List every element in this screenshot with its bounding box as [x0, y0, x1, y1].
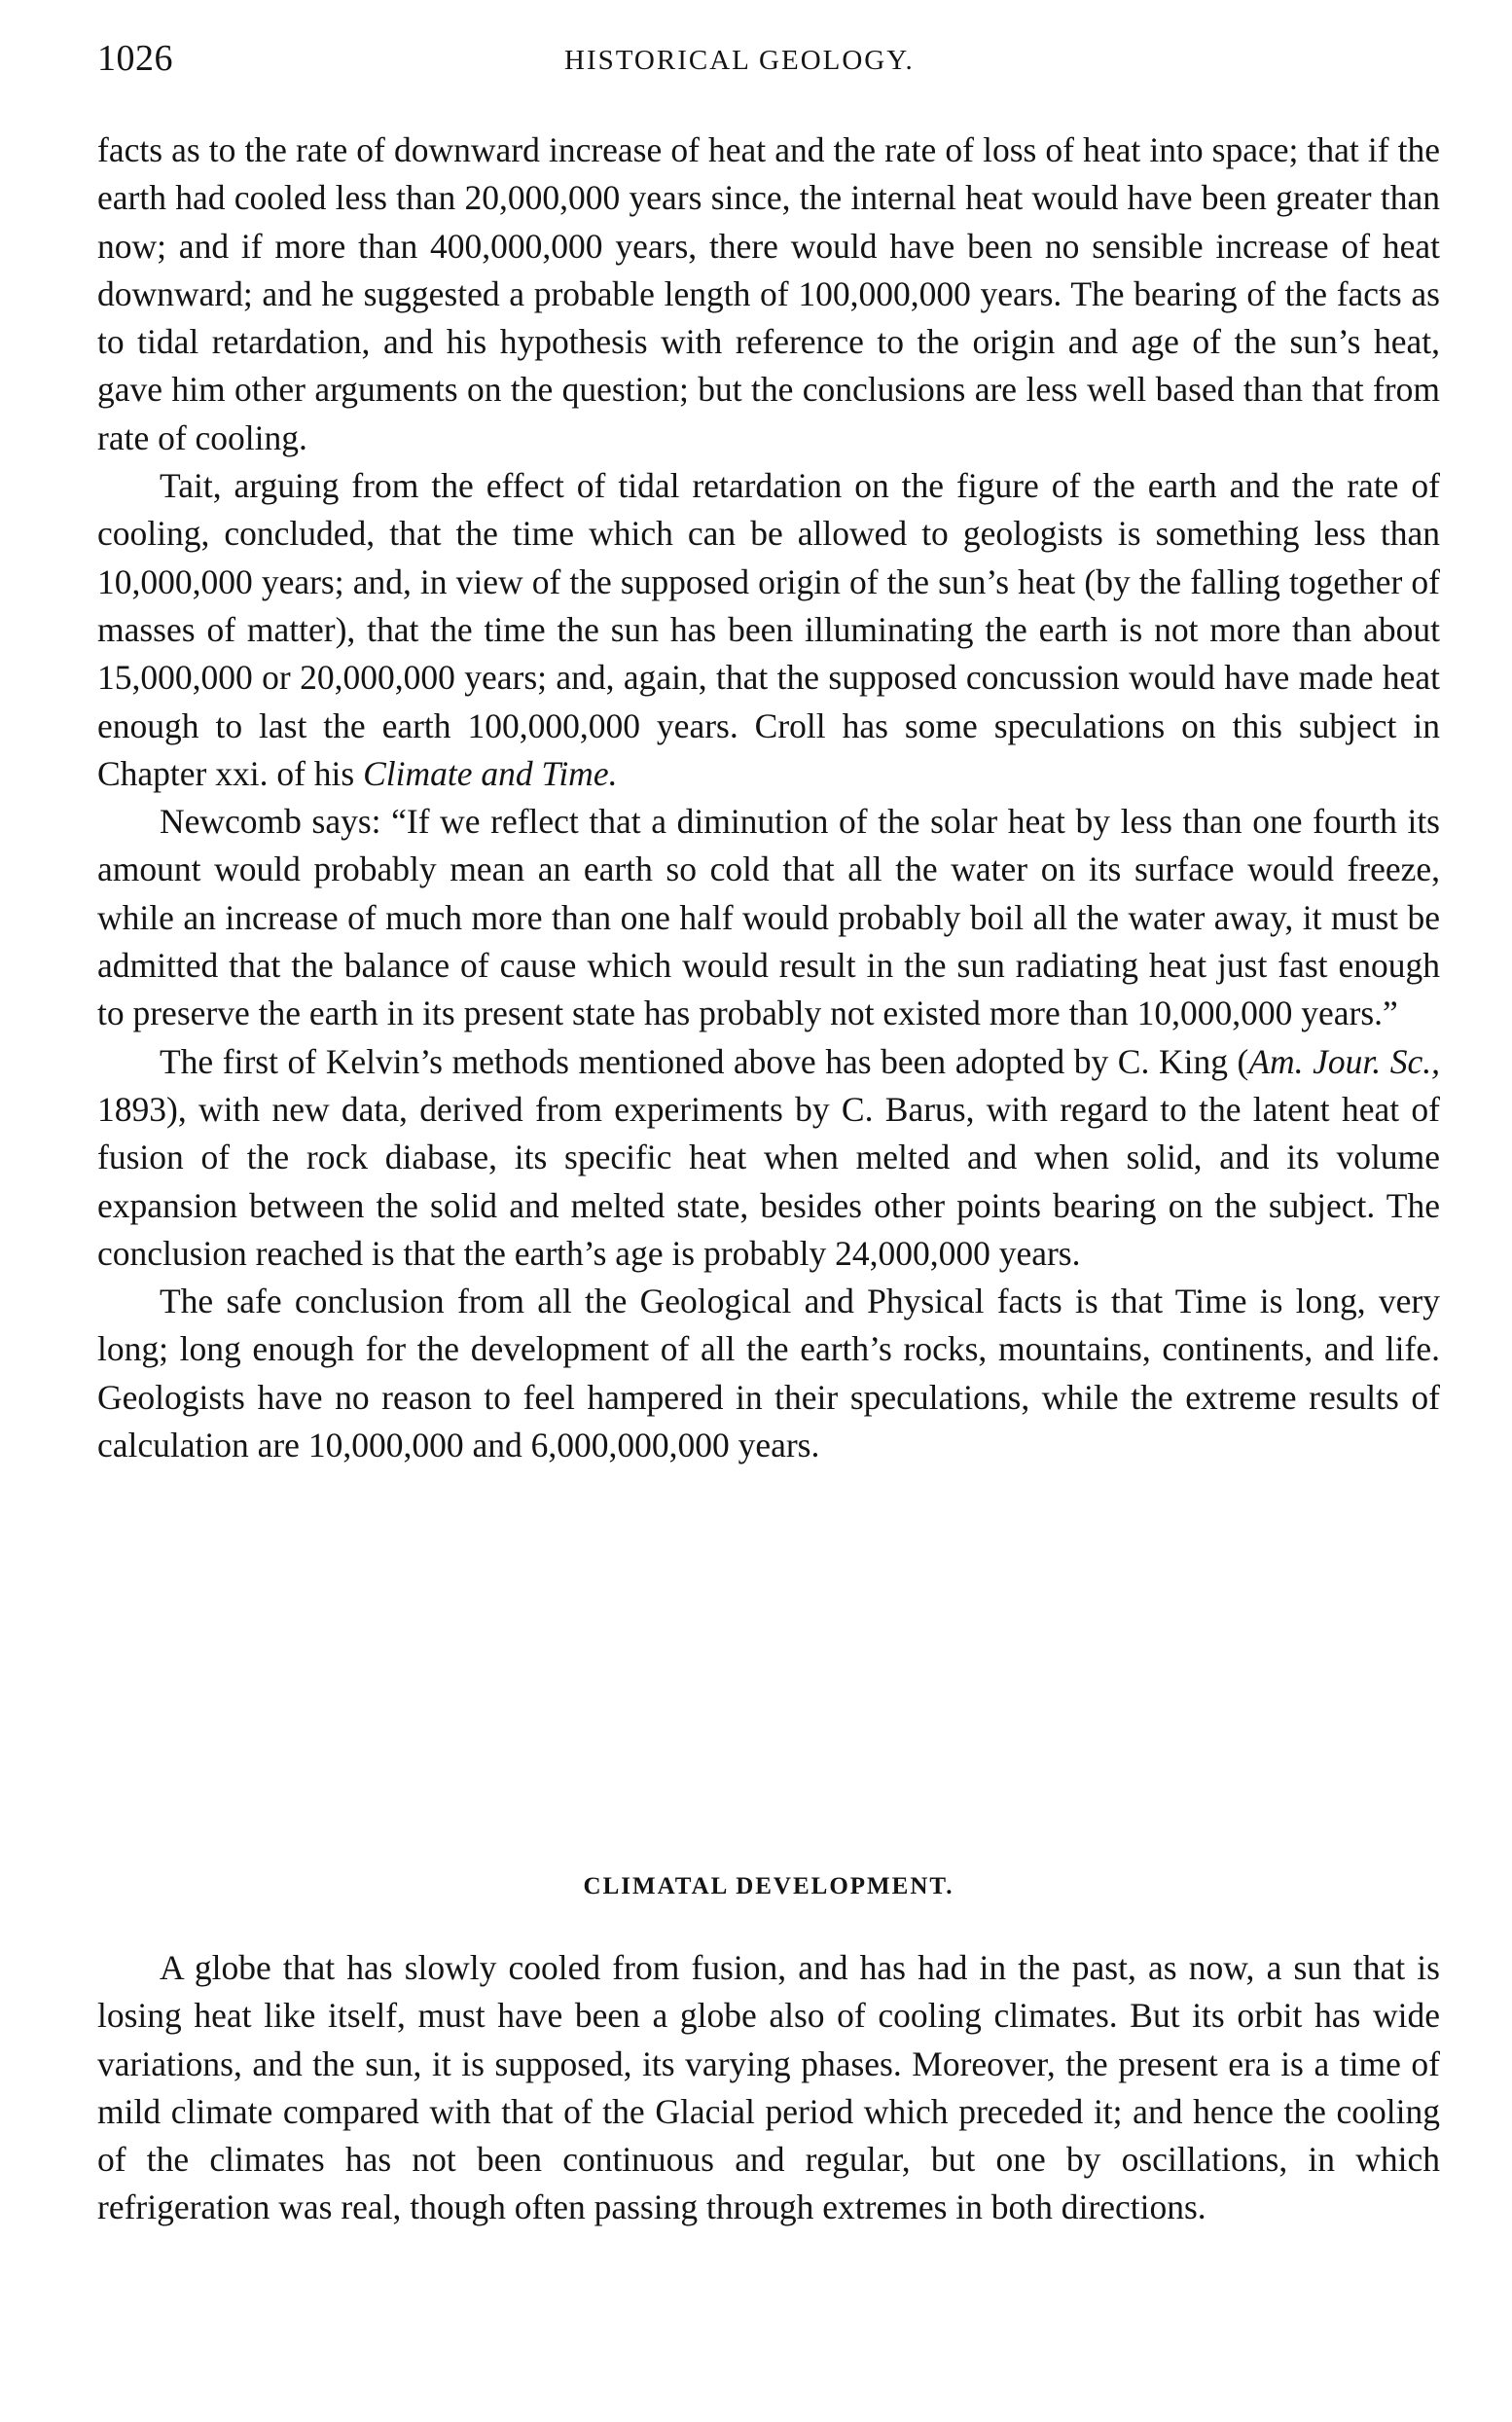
running-title: HISTORICAL GEOLOGY. — [564, 45, 915, 76]
section-text — [97, 1944, 1440, 2232]
paragraph-conclusion: The safe conclusion from all the Geological and Physical facts is that Time is long, very long; long enough for the development of all the earth’s rocks, mountains, continents, and life. Geologists have no reason to feel hampered in their speculations, while the extreme results of calculation are 10,000,000 and 6,000,000,000 years. — [97, 1282, 1440, 1465]
paragraph-tait — [97, 462, 1440, 798]
journal-citation-italic: Am. Jour. Sc., — [1248, 1041, 1440, 1081]
main-text — [97, 127, 1440, 1469]
paragraph-newcomb: Newcomb says: “If we reflect that a diminution of the solar heat by less than one fourth its amount would probably mean an earth so cold that all the water on its surface would freeze, while an increase of much more than one half would probably boil all the water away, it must be admitted that the balance of cause which would result in the sun radiating heat just fast enough to preserve the earth in its present state has probably not existed more than 10,000,000 years.” — [97, 802, 1440, 1033]
paragraph-kelvin-king — [97, 1038, 1440, 1278]
paragraph-kelvin-text: The first of Kelvin’s methods mentioned above has been adopted by C. King ( — [160, 1041, 1249, 1081]
section-heading: CLIMATAL DEVELOPMENT. — [583, 1873, 954, 1899]
running-head — [97, 37, 1440, 86]
paragraph-kelvin-tail: 1893), with new data, derived from experiments by C. Barus, with regard to the latent heat of fusion of the rock diabase, its specific heat when melted and when solid, and its volume expansion between the solid and melted state, besides other points bearing on the subject. The conclusion reached is that the earth’s age is probably 24,000,000 years. — [97, 1089, 1440, 1273]
paragraph-tait-text: Tait, arguing from the effect of tidal retardation on the figure of the earth and the rate of cooling, concluded, that the time which can be allowed to geologists is something less than 10,000,000 years; and, in view of the supposed origin of the sun’s heat (by the falling together of masses of matter), that the time the sun has been illuminating the earth is not more than about 15,000,000 or 20,000,000 years; and, again, that the supposed concussion would have made heat enough to last the earth 100,000,000 years. Croll has some speculations on this subject in Chapter xxi. of his — [97, 466, 1440, 793]
paragraph-continued: facts as to the rate of downward increase of heat and the rate of loss of heat into space; that if the earth had cooled less than 20,000,000 years since, the internal heat would have been greater than now; and if more than 400,000,000 years, there would have been no sensible increase of heat downward; and he suggested a probable length of 100,000,000 years. The bearing of the facts as to tidal retardation, and his hypothesis with reference to the origin and age of the sun’s heat, gave him other arguments on the question; but the conclusions are less well based than that from rate of cooling. — [97, 130, 1440, 457]
paragraph-climatal: A globe that has slowly cooled from fusion, and has had in the past, as now, a sun that is losing heat like itself, must have been a globe also of cooling climates. But its orbit has wide variations, and the sun, it is supposed, its varying phases. Moreover, the present era is a time of mild climate compared with that of the Glacial period which preceded it; and hence the cooling of the climates has not been continuous and regular, but one by oscillations, in which refrigeration was real, though often passing through extremes in both directions. — [97, 1948, 1440, 2227]
book-title-italic: Climate and Time. — [363, 753, 618, 793]
page-number: 1026 — [97, 38, 173, 79]
